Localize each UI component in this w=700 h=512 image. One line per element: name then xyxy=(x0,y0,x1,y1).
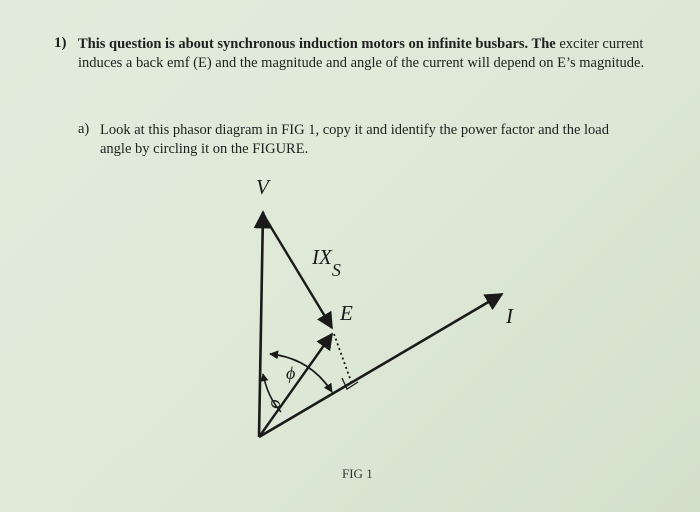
question-bold-text: This question is about synchronous induction motors on infinite busbars. The xyxy=(78,36,556,52)
label-v: V xyxy=(256,175,269,199)
part-a-letter: a) xyxy=(78,121,90,137)
label-ix: IX xyxy=(312,245,332,269)
label-e: E xyxy=(340,301,353,325)
label-i: I xyxy=(506,304,513,328)
phi-angle-arc xyxy=(270,354,332,392)
part-a-text: Look at this phasor diagram in FIG 1, copy it and identify the power factor and the load angle by circling it on the FIGURE. xyxy=(100,122,609,157)
ixs-phasor xyxy=(263,214,332,328)
figure-caption: FIG 1 xyxy=(342,466,373,481)
label-s-subscript: S xyxy=(331,260,341,280)
label-ixs xyxy=(311,245,341,280)
e-phasor xyxy=(259,334,332,437)
v-phasor xyxy=(259,212,263,437)
question-number: 1) xyxy=(54,35,67,51)
label-phi: ϕ xyxy=(286,363,296,383)
question-rest-text: exciter current induces a back emf (E) and the magnitude and angle of the current will depend on E’s magnitude. xyxy=(78,36,645,71)
i-phasor xyxy=(259,294,502,437)
projection-dotted-line xyxy=(334,334,352,384)
label-delta: σ xyxy=(263,397,286,411)
